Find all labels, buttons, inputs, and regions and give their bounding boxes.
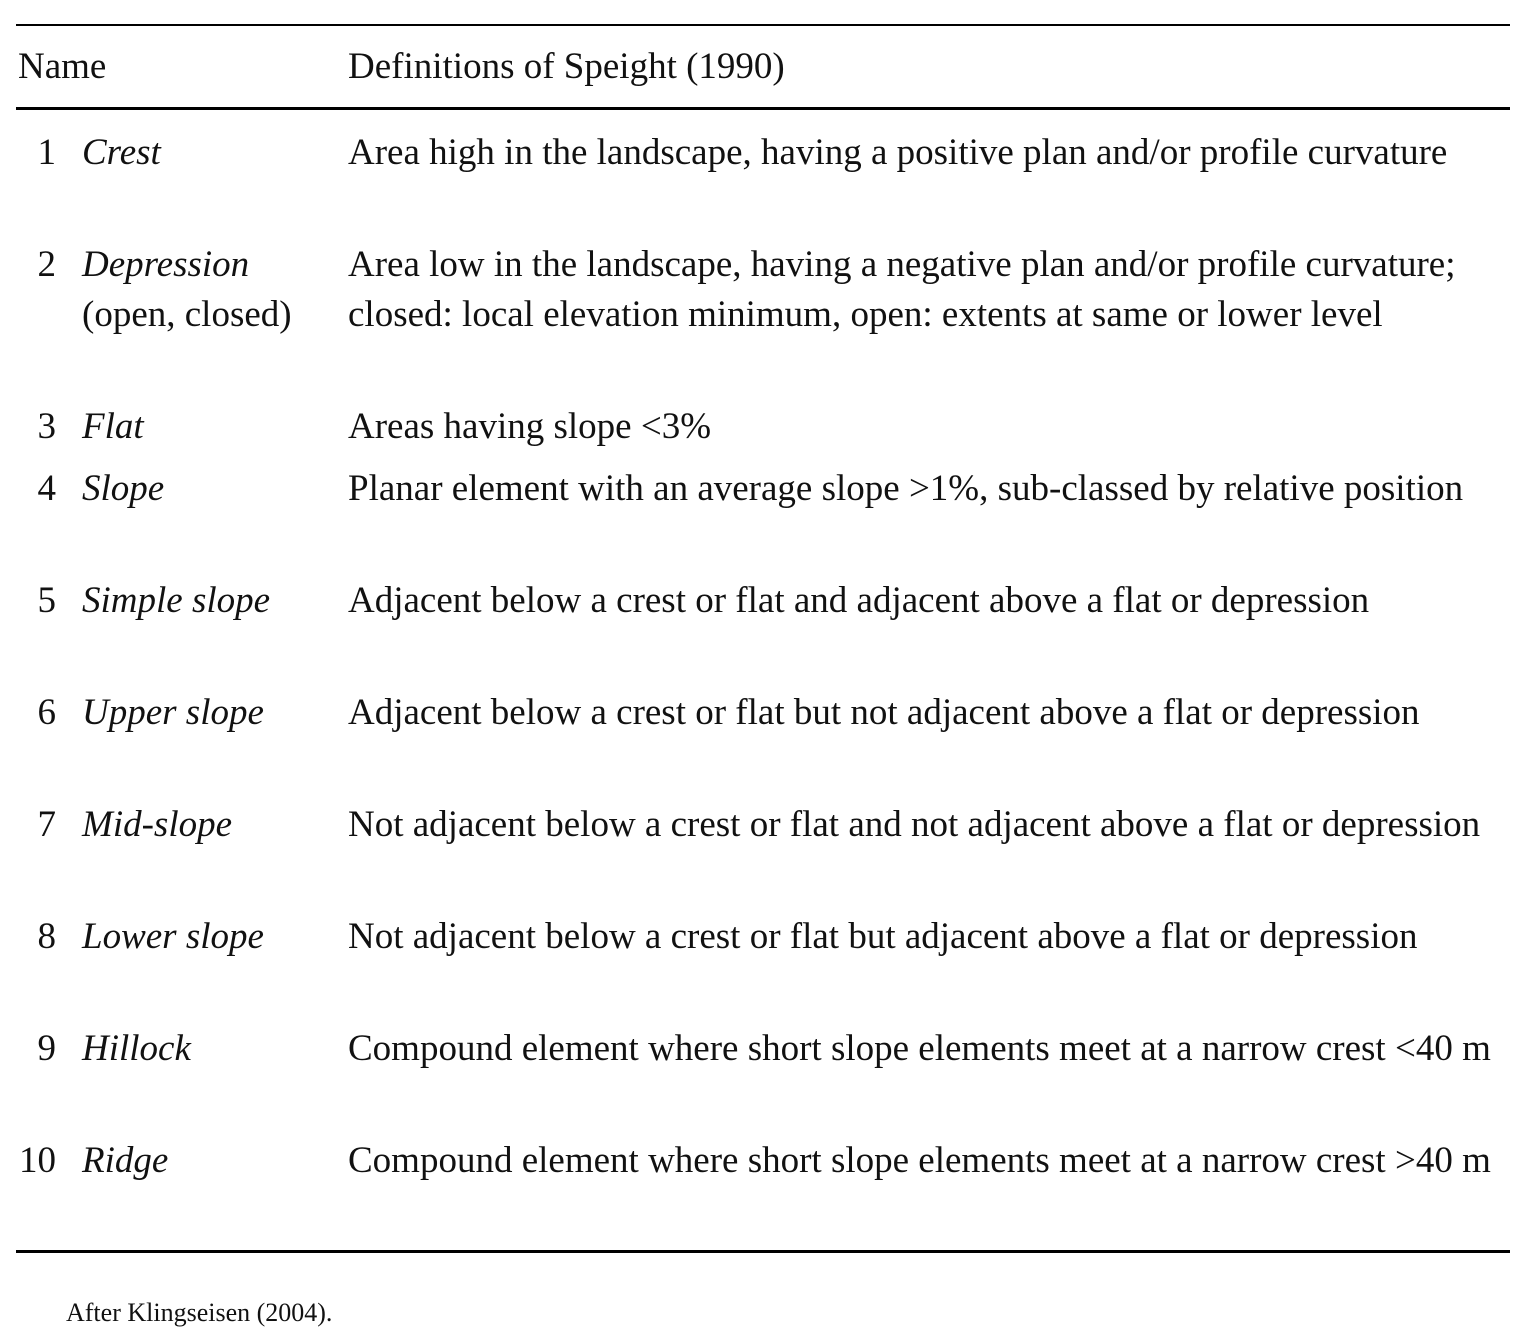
landform-name-text: Upper slope: [82, 692, 264, 733]
landform-name-text: Lower slope: [82, 916, 264, 957]
landform-definition: Area high in the landscape, having a positive plan and/or profile curvature: [348, 132, 1448, 173]
landform-definition: Area low in the landscape, having a negative plan and/or profile curvature; closed: local elevation minimum, open: extents at same or lower level: [348, 244, 1456, 335]
landform-definition: Compound element where short slope elements meet at a narrow crest >40 m: [348, 1140, 1491, 1181]
row-number: 3: [37, 406, 56, 447]
landform-name: [82, 800, 232, 850]
table-top-rule: [16, 24, 1510, 26]
landform-name-text: Flat: [82, 406, 144, 447]
landform-name-qualifier: (open, closed): [82, 294, 292, 335]
landform-definition: Planar element with an average slope >1%, sub-classed by relative position: [348, 468, 1464, 509]
landform-definition: Adjacent below a crest or flat but not adjacent above a flat or depression: [348, 692, 1420, 733]
row-number: 6: [37, 692, 56, 733]
landform-name-text: Hillock: [82, 1028, 191, 1069]
landform-name-text: Slope: [82, 468, 165, 509]
landform-name: [82, 240, 292, 340]
row-number: 2: [37, 244, 56, 285]
landform-name: [82, 912, 264, 962]
row-number: 7: [37, 804, 56, 845]
row-number: 1: [37, 132, 56, 173]
landform-definition: Adjacent below a crest or flat and adjacent above a flat or depression: [348, 580, 1370, 621]
landform-name: [82, 128, 161, 178]
header-definition: Definitions of Speight (1990): [348, 46, 785, 87]
landform-name: [82, 1024, 191, 1074]
landform-name-text: Crest: [82, 132, 161, 173]
landform-definition: Not adjacent below a crest or flat but adjacent above a flat or depression: [348, 916, 1418, 957]
table-footnote: After Klingseisen (2004).: [66, 1298, 333, 1327]
landform-name: [82, 688, 264, 738]
row-number: 8: [37, 916, 56, 957]
table-bottom-rule: [16, 1250, 1510, 1253]
landform-name-text: Simple slope: [82, 580, 271, 621]
landform-name: [82, 576, 270, 626]
landform-name-text: Depression: [82, 244, 250, 285]
row-number: 9: [37, 1028, 56, 1069]
landform-definition: Not adjacent below a crest or flat and not adjacent above a flat or depression: [348, 804, 1481, 845]
landform-name: [82, 1136, 168, 1186]
landform-name-text: Ridge: [82, 1140, 169, 1181]
landform-definition: Compound element where short slope elements meet at a narrow crest <40 m: [348, 1028, 1491, 1069]
header-name: Name: [18, 46, 107, 87]
landform-name: [82, 402, 144, 452]
row-number: 10: [19, 1140, 56, 1181]
landform-definition: Areas having slope <3%: [348, 406, 712, 447]
row-number: 5: [37, 580, 56, 621]
table-header-rule: [16, 107, 1510, 110]
row-number: 4: [37, 468, 56, 509]
landform-name-text: Mid-slope: [82, 804, 233, 845]
landform-name: [82, 464, 164, 514]
